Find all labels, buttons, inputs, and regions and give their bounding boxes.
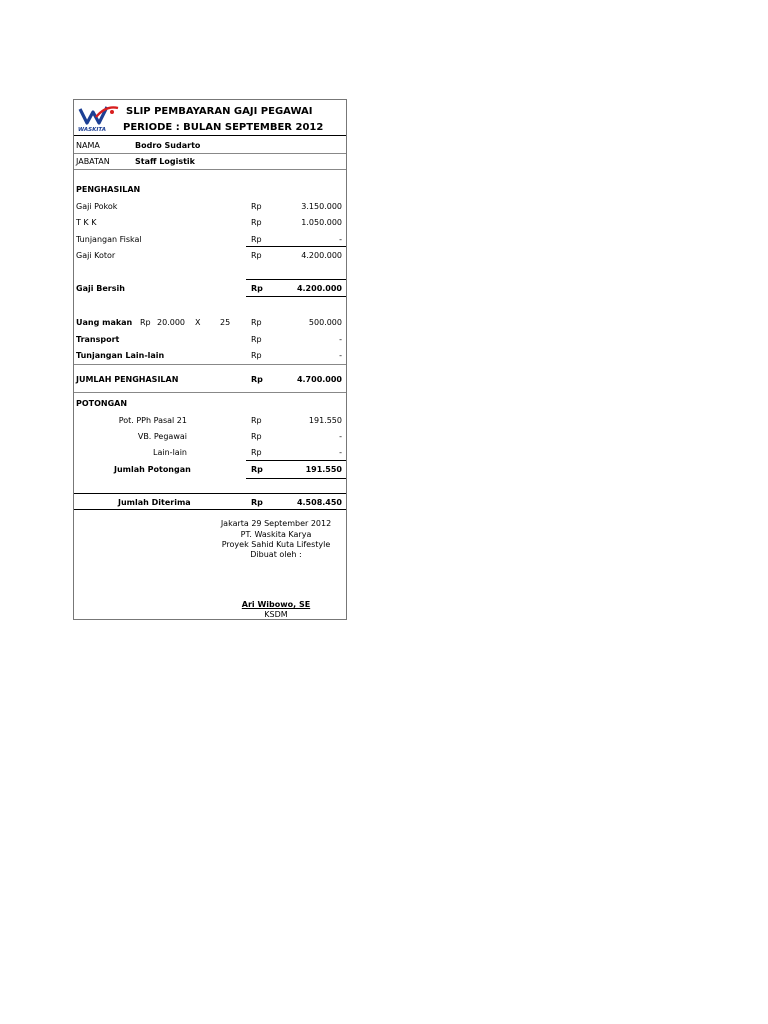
total-deductions-currency: Rp	[251, 465, 263, 474]
total-income-value: 4.700.000	[296, 375, 342, 384]
income-label: Gaji Kotor	[76, 251, 116, 260]
income-label: Tunjangan Fiskal	[76, 235, 142, 244]
deduction-currency: Rp	[251, 432, 262, 441]
deduction-label: Pot. PPh Pasal 21	[118, 416, 187, 425]
signer-name: Ari Wibowo, SE	[241, 600, 311, 609]
other-allowance-label: Tunjangan Lain-lain	[76, 351, 165, 360]
income-label: T K K	[76, 218, 97, 227]
subtotal-line	[246, 460, 346, 461]
slip-period: PERIODE : BULAN SEPTEMBER 2012	[123, 122, 324, 133]
transport-label: Transport	[76, 335, 120, 344]
row-divider	[74, 153, 346, 154]
deduction-label: Lain-lain	[153, 448, 187, 457]
income-currency: Rp	[251, 235, 262, 244]
income-value: 4.200.000	[301, 251, 342, 260]
place-date: Jakarta 29 September 2012	[220, 519, 332, 528]
meal-value: 500.000	[308, 318, 342, 327]
net-salary-label: Gaji Bersih	[76, 284, 125, 293]
company-name: PT. Waskita Karya	[240, 530, 312, 539]
income-value: 1.050.000	[301, 218, 342, 227]
other-allowance-value: -	[339, 351, 342, 360]
slip-title: SLIP PEMBAYARAN GAJI PEGAWAI	[126, 106, 313, 117]
project-name: Proyek Sahid Kuta Lifestyle	[221, 540, 331, 549]
logo-text: WASKITA	[78, 127, 106, 133]
received-value: 4.508.450	[296, 498, 342, 507]
income-section-title: PENGHASILAN	[76, 185, 141, 194]
signer-title: KSDM	[264, 610, 288, 619]
received-currency: Rp	[251, 498, 263, 507]
meal-allowance-label: Uang makan	[76, 318, 133, 327]
deductions-section-title: POTONGAN	[76, 399, 128, 408]
income-currency: Rp	[251, 202, 262, 211]
row-divider	[74, 169, 346, 170]
deduction-value: -	[339, 432, 342, 441]
net-salary-currency: Rp	[251, 284, 263, 293]
deduction-label: VB. Pegawai	[137, 432, 187, 441]
employee-name: Bodro Sudarto	[135, 141, 201, 150]
total-deductions-value: 191.550	[305, 465, 342, 474]
total-line	[246, 296, 346, 297]
meal-currency: Rp	[251, 318, 262, 327]
received-bottom-divider	[74, 509, 346, 510]
total-income-label: JUMLAH PENGHASILAN	[76, 375, 179, 384]
deduction-value: 191.550	[308, 416, 342, 425]
made-by-label: Dibuat oleh :	[250, 550, 302, 559]
employee-position: Staff Logistik	[135, 157, 195, 166]
income-currency: Rp	[251, 251, 262, 260]
section-divider	[74, 392, 346, 393]
meal-rate: 20.000	[157, 318, 185, 327]
income-value: -	[339, 235, 342, 244]
name-label: NAMA	[76, 141, 100, 150]
meal-rate-currency: Rp	[140, 318, 151, 327]
net-salary-value: 4.200.000	[296, 284, 342, 293]
deduction-currency: Rp	[251, 416, 262, 425]
received-top-divider	[74, 493, 346, 494]
transport-value: -	[339, 335, 342, 344]
meal-multiplier: X	[195, 318, 201, 327]
total-line	[246, 478, 346, 479]
income-label: Gaji Pokok	[76, 202, 118, 211]
received-label: Jumlah Diterima	[118, 498, 191, 507]
other-allowance-currency: Rp	[251, 351, 262, 360]
subtotal-line	[246, 279, 346, 280]
header-divider	[74, 135, 346, 136]
waskita-logo-icon	[76, 103, 120, 133]
total-deductions-label: Jumlah Potongan	[114, 465, 191, 474]
salary-slip	[73, 99, 347, 620]
transport-currency: Rp	[251, 335, 262, 344]
deduction-value: -	[339, 448, 342, 457]
meal-days: 25	[220, 318, 231, 327]
position-label: JABATAN	[76, 157, 110, 166]
income-currency: Rp	[251, 218, 262, 227]
deduction-currency: Rp	[251, 448, 262, 457]
total-income-currency: Rp	[251, 375, 263, 384]
income-value: 3.150.000	[301, 202, 342, 211]
row-divider	[74, 364, 346, 365]
subtotal-line	[246, 246, 346, 247]
